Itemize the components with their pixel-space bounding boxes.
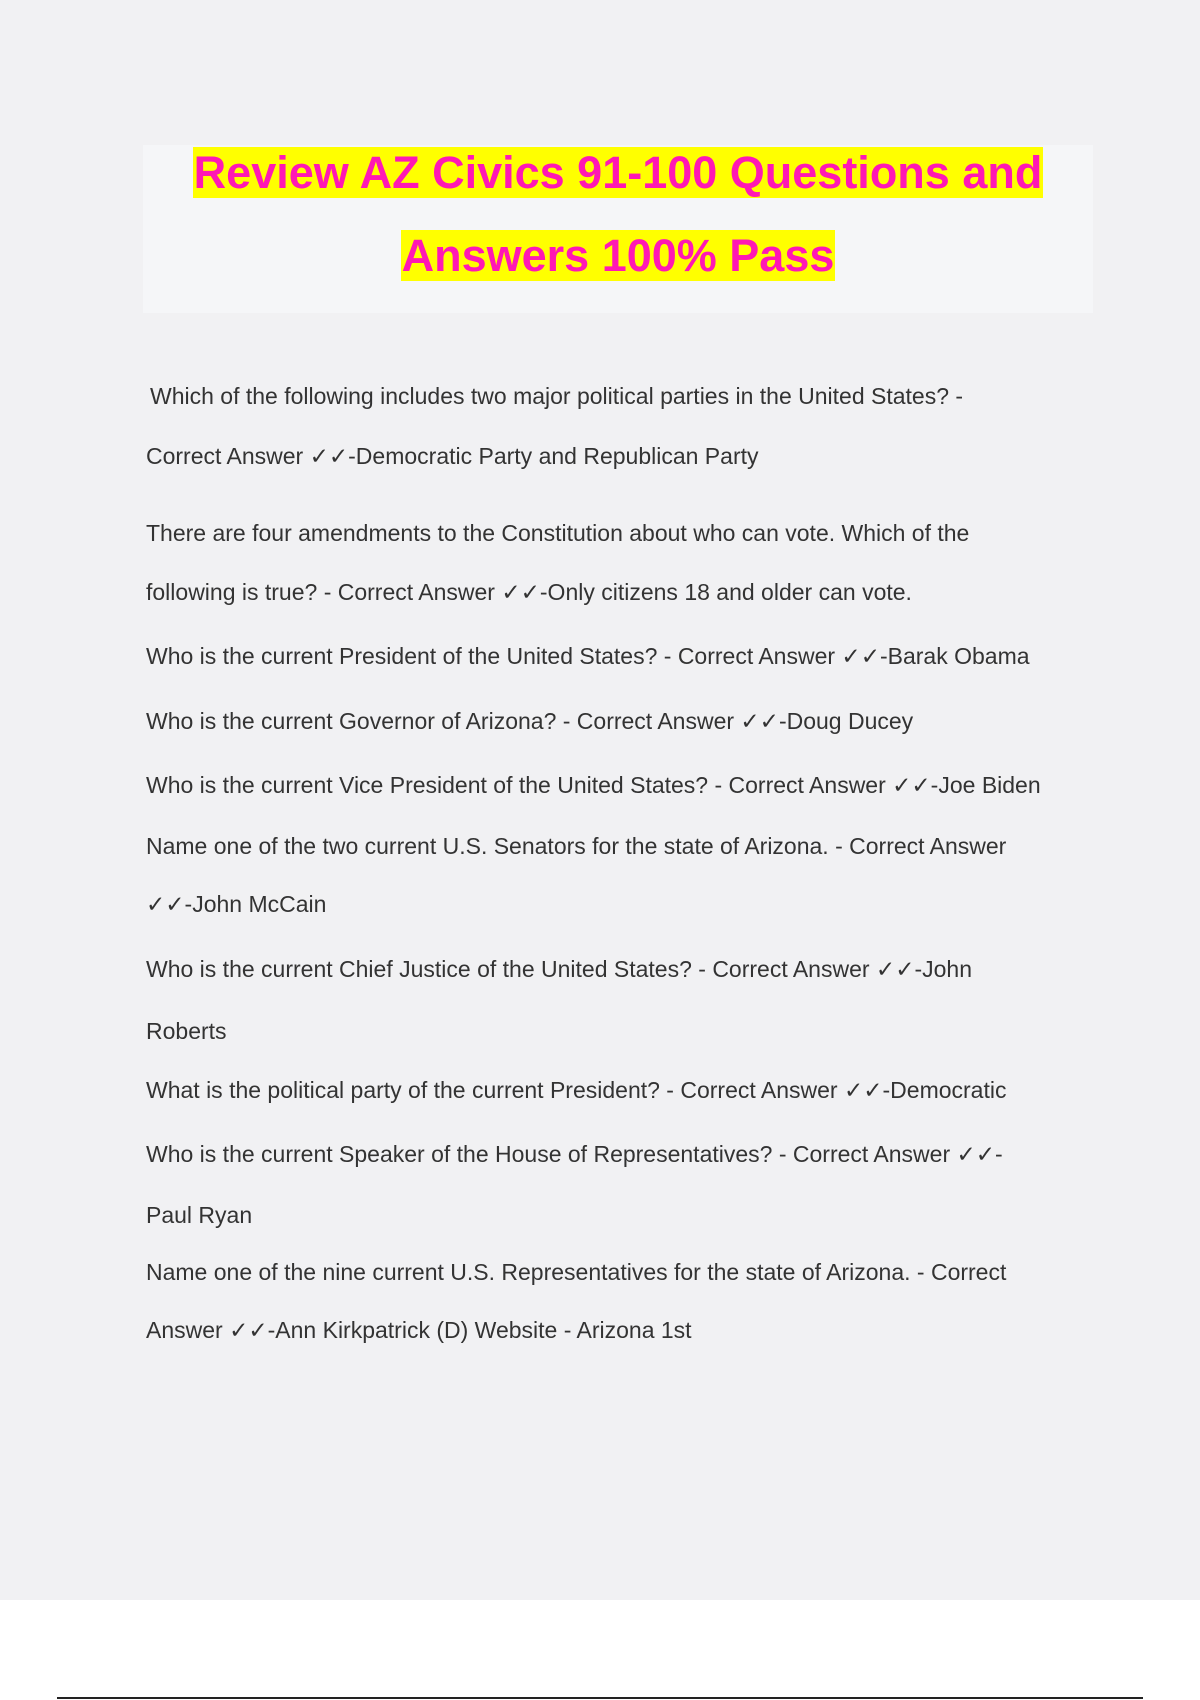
qa-10-question: Name one of the nine current U.S. Representatives for the state of Arizona. - Correct	[146, 1259, 1007, 1285]
qa-8-line: What is the political party of the current President? - Correct Answer ✓✓-Democratic	[146, 1077, 1007, 1103]
qa-6-answer: ✓✓-John McCain	[146, 891, 327, 917]
title-highlight-2: Answers 100% Pass	[401, 230, 835, 281]
qa-3-line: Who is the current President of the United States? - Correct Answer ✓✓-Barak Obama	[146, 643, 1030, 669]
qa-9-question: Who is the current Speaker of the House of Representatives? - Correct Answer ✓✓-	[146, 1141, 1003, 1167]
qa-9-answer: Paul Ryan	[146, 1202, 253, 1228]
bottom-divider	[57, 1697, 1143, 1699]
qa-7-answer: Roberts	[146, 1018, 227, 1044]
qa-5-line: Who is the current Vice President of the United States? - Correct Answer ✓✓-Joe Biden	[146, 772, 1041, 798]
qa-2-question: There are four amendments to the Constitution about who can vote. Which of the	[146, 520, 970, 546]
qa-10-answer: Answer ✓✓-Ann Kirkpatrick (D) Website - Arizona 1st	[146, 1317, 692, 1343]
qa-1-answer: Correct Answer ✓✓-Democratic Party and Republican Party	[146, 443, 759, 469]
title-highlight-1: Review AZ Civics 91-100 Questions and	[193, 147, 1043, 198]
qa-4-line: Who is the current Governor of Arizona? - Correct Answer ✓✓-Doug Ducey	[146, 708, 914, 734]
qa-1-question: Which of the following includes two major political parties in the United States? -	[150, 383, 964, 409]
document-title-line-2	[143, 228, 1093, 284]
qa-6-question: Name one of the two current U.S. Senators for the state of Arizona. - Correct Answer	[146, 833, 1007, 859]
document-title-line-1	[143, 145, 1093, 201]
qa-7-question: Who is the current Chief Justice of the United States? - Correct Answer ✓✓-John	[146, 956, 973, 982]
qa-2-answer: following is true? - Correct Answer ✓✓-Only citizens 18 and older can vote.	[146, 579, 912, 605]
